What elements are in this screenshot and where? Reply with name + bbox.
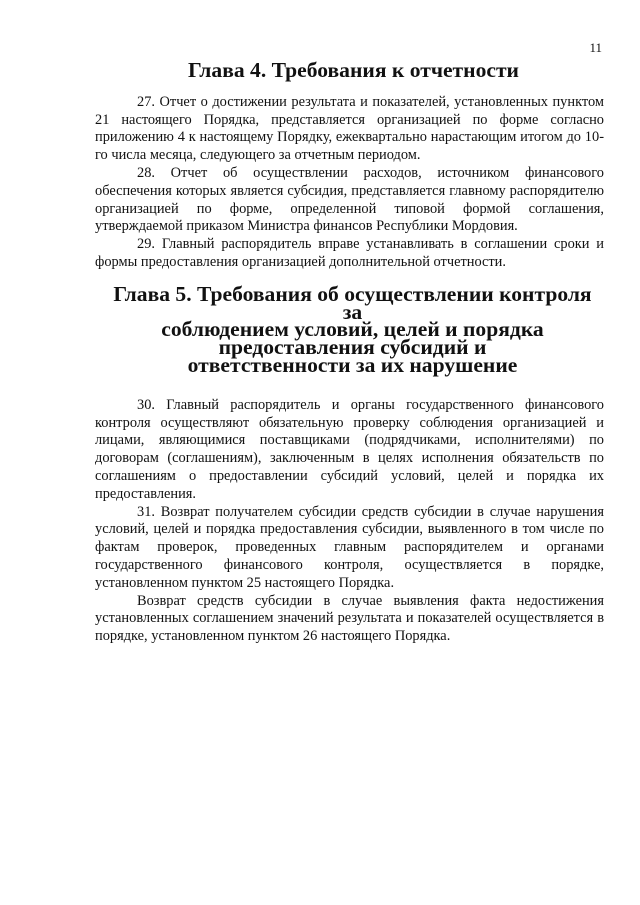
paragraph-31-continuation: Возврат средств субсидии в случае выявления факта недостижения установленных соглашением значений результата и показателей осуществляется в порядке, установленном пунктом 26 настоящего Порядка. [95,592,604,645]
paragraph-31: 31. Возврат получателем субсидии средств субсидии в случае нарушения условий, целей и порядка предоставления субсидии, выявленного в том числе по фактам проверок, проведенных главным распорядителем и органами государственного финансового контроля, осуществляется в порядке, установленном пунктом 25 настоящего Порядка. [95,503,604,591]
paragraph-28: 28. Отчет об осуществлении расходов, источником финансового обеспечения которых является субсидия, представляется главному распорядителю организацией по форме, определенной типовой формой соглашения, утверждаемой приказом Министра финансов Республики Мордовия. [95,164,604,235]
chapter-5-title [95,281,604,377]
chapter-5-title-line-3: ответственности за их нарушение [187,352,518,377]
chapter-4 [95,58,604,272]
chapter-4-title: Глава 4. Требования к отчетности [188,58,519,82]
chapter-5-title-line-1: Глава 5. Требования об осуществлении контроля за [113,281,592,324]
document-body [95,58,604,646]
paragraph-29: 29. Главный распорядитель вправе устанавливать в соглашении сроки и формы предоставления организацией дополнительной отчетности. [95,236,604,270]
page-number: 11 [589,40,602,55]
chapter-5-title-line-2: соблюдением условий, целей и порядка предоставления субсидий и [161,317,544,360]
paragraph-30: 30. Главный распорядитель и органы государственного финансового контроля осуществляют обязательную проверку соблюдения организацией и лицами, являющимися поставщиками (подрядчиками, исполнителями) по договорам (соглашениям), заключенным в целях исполнения обязательств по соглашениям о предоставлении субсидий условий, целей и порядка их предоставления. [95,396,604,502]
chapter-5 [95,281,604,646]
paragraph-27: 27. Отчет о достижении результата и показателей, установленных пунктом 21 настоящего Порядка, представляется организацией по форме согласно приложению 4 к настоящему Порядку, ежеквартально нарастающим итогом до 10-го числа месяца, следующего за отчетным периодом. [95,93,604,164]
